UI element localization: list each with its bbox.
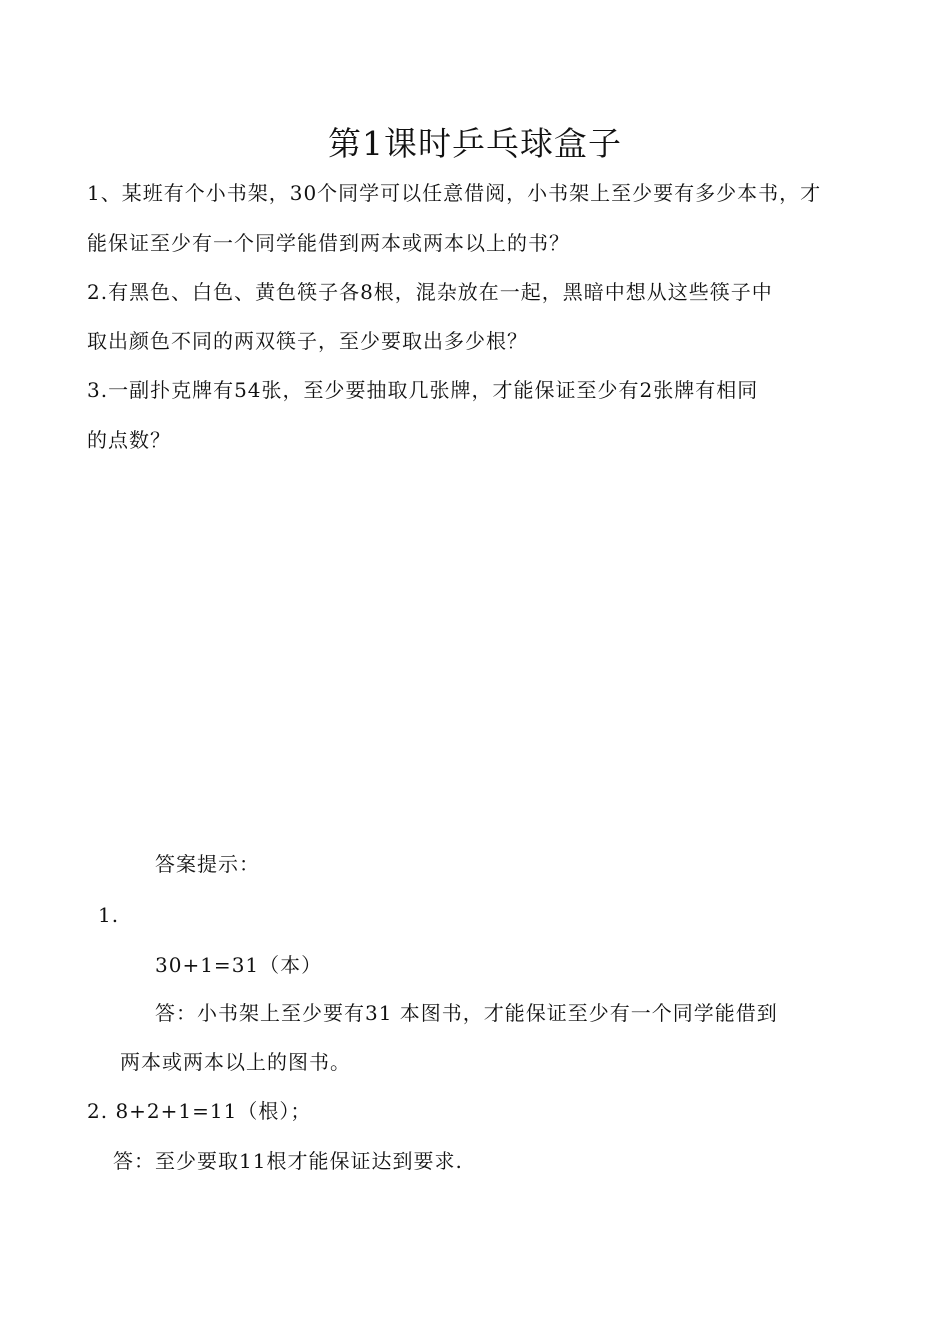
question-1-line-1: 1、某班有个小书架，30个同学可以任意借阅，小书架上至少要有多少本书，才	[87, 181, 822, 205]
question-2-line-1: 2.有黑色、白色、黄色筷子各8根，混杂放在一起，黑暗中想从这些筷子中	[87, 280, 773, 304]
answer-heading: 答案提示：	[155, 852, 260, 876]
question-3-line-1: 3.一副扑克牌有54张，至少要抽取几张牌，才能保证至少有2张牌有相同	[87, 378, 759, 402]
question-3-line-2: 的点数？	[87, 428, 171, 452]
question-1-line-2: 能保证至少有一个同学能借到两本或两本以上的书？	[87, 231, 570, 255]
answer-1-text-line-1: 答：小书架上至少要有31 本图书，才能保证至少有一个同学能借到	[155, 1001, 778, 1025]
answer-1-text-line-2: 两本或两本以上的图书。	[120, 1050, 351, 1074]
document-title: 第1课时乒乓球盒子	[328, 124, 622, 163]
answer-1-formula: 30+1=31（本）	[155, 953, 323, 977]
answer-2-formula: 2. 8+2+1=11（根）；	[87, 1099, 312, 1123]
question-2-line-2: 取出颜色不同的两双筷子，至少要取出多少根？	[87, 329, 528, 353]
answer-1-number: 1.	[98, 903, 120, 927]
answer-2-text: 答：至少要取11根才能保证达到要求.	[113, 1149, 463, 1173]
